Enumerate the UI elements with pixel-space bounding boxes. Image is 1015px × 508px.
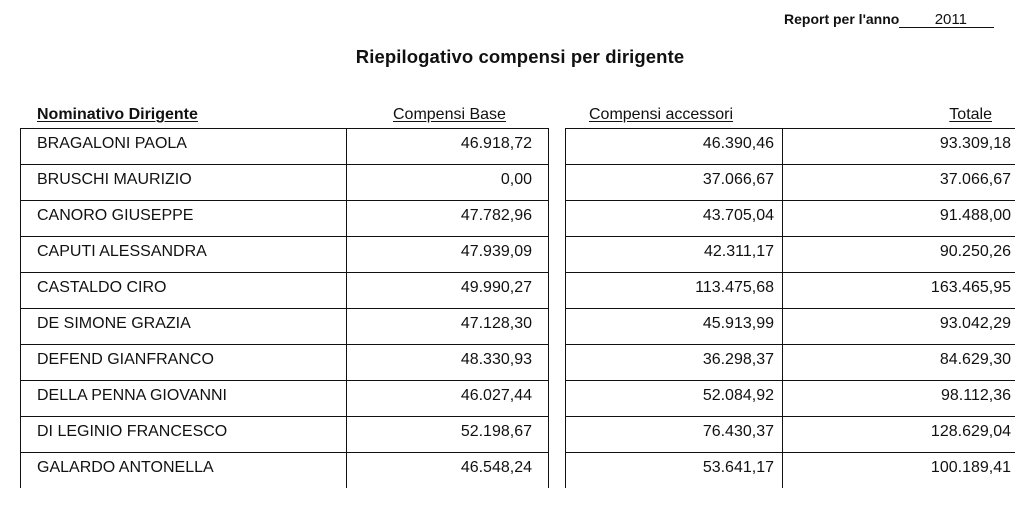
cell-compensi-accessori: 46.390,46 [565,128,782,164]
cell-compensi-accessori: 52.084,92 [565,380,782,416]
cell-nominativo: DI LEGINIO FRANCESCO [20,416,346,452]
cell-nominativo: CASTALDO CIRO [20,272,346,308]
cell-nominativo: DE SIMONE GRAZIA [20,308,346,344]
cell-totale: 128.629,04 [782,416,1015,452]
cell-compensi-base: 47.782,96 [346,200,548,236]
table-row [20,416,1015,452]
cell-compensi-accessori: 113.475,68 [565,272,782,308]
column-header-totale: Totale [949,106,992,123]
cell-compensi-accessori: 36.298,37 [565,344,782,380]
cell-compensi-accessori: 45.913,99 [565,308,782,344]
table-row [20,308,1015,344]
compensi-table [20,128,1015,508]
column-gap [548,380,565,416]
cell-compensi-accessori: 43.705,04 [565,200,782,236]
cell-compensi-accessori: 76.430,37 [565,416,782,452]
cell-compensi-base: 46.548,24 [346,452,548,488]
cell-compensi-base: 47.939,09 [346,236,548,272]
cell-compensi-base: 52.198,67 [346,416,548,452]
report-year-line [784,11,994,28]
cell-nominativo: CANORO GIUSEPPE [20,200,346,236]
column-header-base: Compensi Base [393,106,506,123]
cell-totale: 37.066,67 [782,164,1015,200]
column-gap [548,236,565,272]
column-gap [548,200,565,236]
cell-totale: 93.309,18 [782,128,1015,164]
report-year-label: Report per l'anno [784,11,900,27]
cell-compensi-accessori: 37.066,67 [565,164,782,200]
cell-compensi-base: 48.330,93 [346,344,548,380]
column-gap [548,164,565,200]
table-row [20,272,1015,308]
table-row [20,452,1015,488]
column-header-accessori: Compensi accessori [589,106,734,123]
column-header-name: Nominativo Dirigente [37,106,198,123]
cell-compensi-base: 46.027,44 [346,380,548,416]
table-row [20,380,1015,416]
cell-nominativo: DELLA PENNA GIOVANNI [20,380,346,416]
cell-compensi-base: 49.990,27 [346,272,548,308]
table-row [20,200,1015,236]
table-row [20,164,1015,200]
cell-compensi-base: 0,00 [346,164,548,200]
cell-compensi-accessori: 53.641,17 [565,452,782,488]
cell-compensi-accessori: 42.311,17 [565,236,782,272]
table-row [20,344,1015,380]
cell-totale: 93.042,29 [782,308,1015,344]
cell-totale: 100.189,41 [782,452,1015,488]
report-year-value: 2011 [899,12,994,28]
table-row [20,236,1015,272]
column-gap [548,416,565,452]
column-gap [548,272,565,308]
page-title: Riepilogativo compensi per dirigente [355,46,685,67]
table-row [20,128,1015,164]
cell-totale: 90.250,26 [782,236,1015,272]
cell-nominativo: BRAGALONI PAOLA [20,128,346,164]
column-gap [548,308,565,344]
column-gap [548,452,565,488]
cell-nominativo: CAPUTI ALESSANDRA [20,236,346,272]
column-gap [548,344,565,380]
cell-nominativo: BRUSCHI MAURIZIO [20,164,346,200]
cell-compensi-base: 46.918,72 [346,128,548,164]
column-gap [548,128,565,164]
cell-totale: 84.629,30 [782,344,1015,380]
cell-nominativo: GALARDO ANTONELLA [20,452,346,488]
cell-compensi-base: 47.128,30 [346,308,548,344]
cell-totale: 163.465,95 [782,272,1015,308]
cell-totale: 91.488,00 [782,200,1015,236]
cell-nominativo: DEFEND GIANFRANCO [20,344,346,380]
cell-totale: 98.112,36 [782,380,1015,416]
